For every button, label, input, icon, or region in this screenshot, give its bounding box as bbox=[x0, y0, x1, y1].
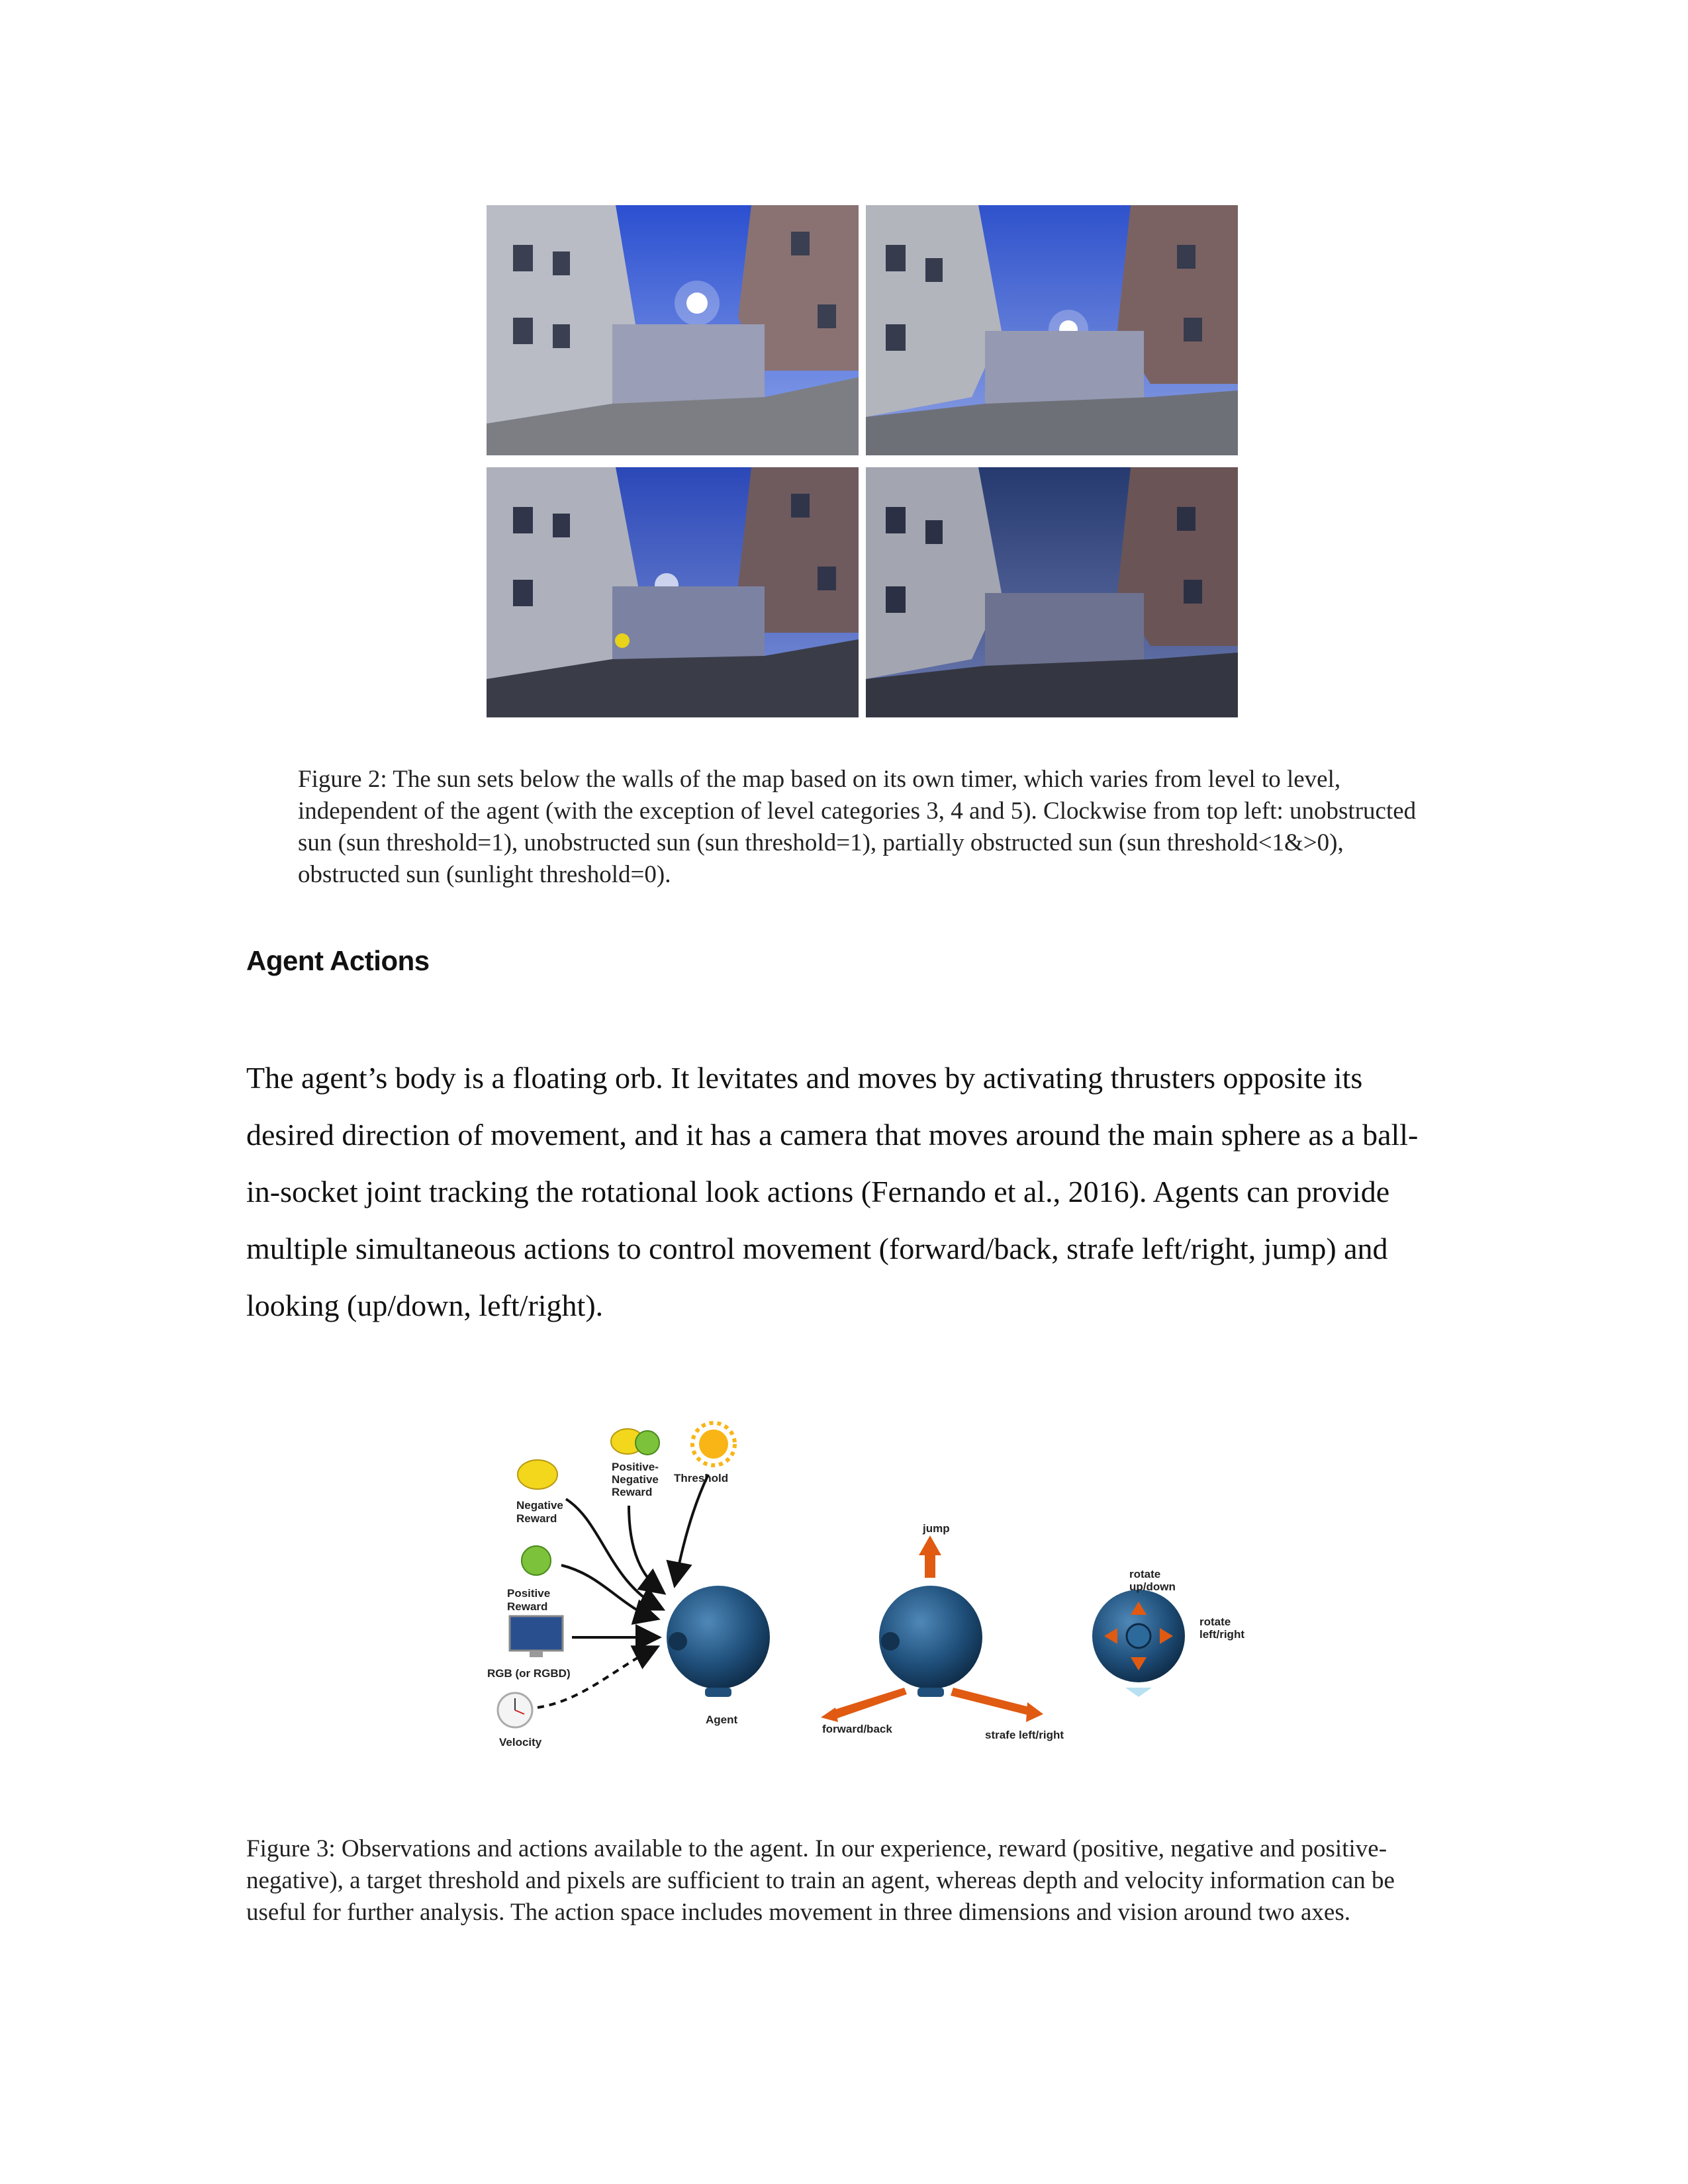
label-negative-reward-1: Negative bbox=[516, 1499, 563, 1512]
label-pn-reward-1: Positive- bbox=[612, 1461, 659, 1473]
label-positive-reward-2: Reward bbox=[507, 1600, 548, 1613]
label-rotate-updown-1: rotate bbox=[1129, 1568, 1161, 1580]
label-forward-back: forward/back bbox=[822, 1723, 892, 1735]
label-pn-reward-2: Negative bbox=[612, 1473, 659, 1486]
monitor-icon bbox=[510, 1616, 563, 1657]
label-agent: Agent bbox=[706, 1713, 738, 1726]
section-heading: Agent Actions bbox=[246, 945, 430, 976]
label-velocity: Velocity bbox=[499, 1736, 542, 1749]
scene-bottom-left bbox=[487, 467, 859, 717]
label-threshold: Threshold bbox=[674, 1472, 729, 1484]
jump-arrow bbox=[919, 1535, 941, 1578]
label-positive-reward-1: Positive bbox=[507, 1587, 551, 1600]
scene-top-left bbox=[487, 205, 859, 455]
figure-2-caption: Figure 2: The sun sets below the walls of the map based on its own timer, which varies from level to level, independent of the agent (with the exception of level categories 3, 4 and 5). Clockwise from top left: unobstructed sun (sun threshold=1), unobstructed sun (sun threshold=1), partially obstructed sun (sun threshold<1&>0), obstructed sun (sunlight threshold=0). bbox=[298, 766, 1417, 888]
label-jump: jump bbox=[923, 1522, 950, 1535]
label-pn-reward-3: Reward bbox=[612, 1486, 653, 1498]
agent-orb-rotate bbox=[1092, 1590, 1185, 1697]
label-rgb: RGB (or RGBD) bbox=[487, 1667, 571, 1680]
label-strafe: strafe left/right bbox=[985, 1729, 1064, 1741]
figure-3-caption: Figure 3: Observations and actions available to the agent. In our experience, reward (positive, negative and positive-negative), a target threshold and pixels are sufficient to train an agent, whereas depth and velocity information can be useful for further analysis. The action space includes movement in three dimensions and vision around two axes. bbox=[246, 1835, 1395, 1926]
label-rotate-leftright-2: left/right bbox=[1199, 1628, 1244, 1641]
scene-bottom-right bbox=[866, 467, 1238, 717]
lemon-icon bbox=[518, 1460, 557, 1489]
forward-back-arrow bbox=[821, 1688, 907, 1722]
label-rotate-leftright-1: rotate bbox=[1199, 1615, 1231, 1628]
sun-icon bbox=[692, 1423, 735, 1465]
apple-icon bbox=[522, 1546, 551, 1575]
scene-top-right bbox=[866, 205, 1238, 455]
agent-orb-actions bbox=[879, 1586, 982, 1697]
body-paragraph: The agent’s body is a floating orb. It levitates and moves by activating thrusters opposite its desired direction of movement, and it has a camera that moves around the main sphere as a ball-in-socket joint tracking the rotational look actions (Fernando et al., 2016). Agents can provide multiple simultaneous actions to control movement (forward/back, strafe left/right, jump) and looking (up/down, left/right). bbox=[246, 1061, 1419, 1322]
label-negative-reward-2: Reward bbox=[516, 1512, 557, 1525]
agent-orb bbox=[667, 1586, 770, 1697]
clock-icon bbox=[498, 1693, 532, 1727]
label-rotate-updown-2: up/down bbox=[1129, 1580, 1176, 1593]
strafe-arrow bbox=[951, 1688, 1043, 1722]
figure-3-diagram bbox=[463, 1416, 1251, 1760]
lemon-apple-icon bbox=[611, 1429, 659, 1455]
